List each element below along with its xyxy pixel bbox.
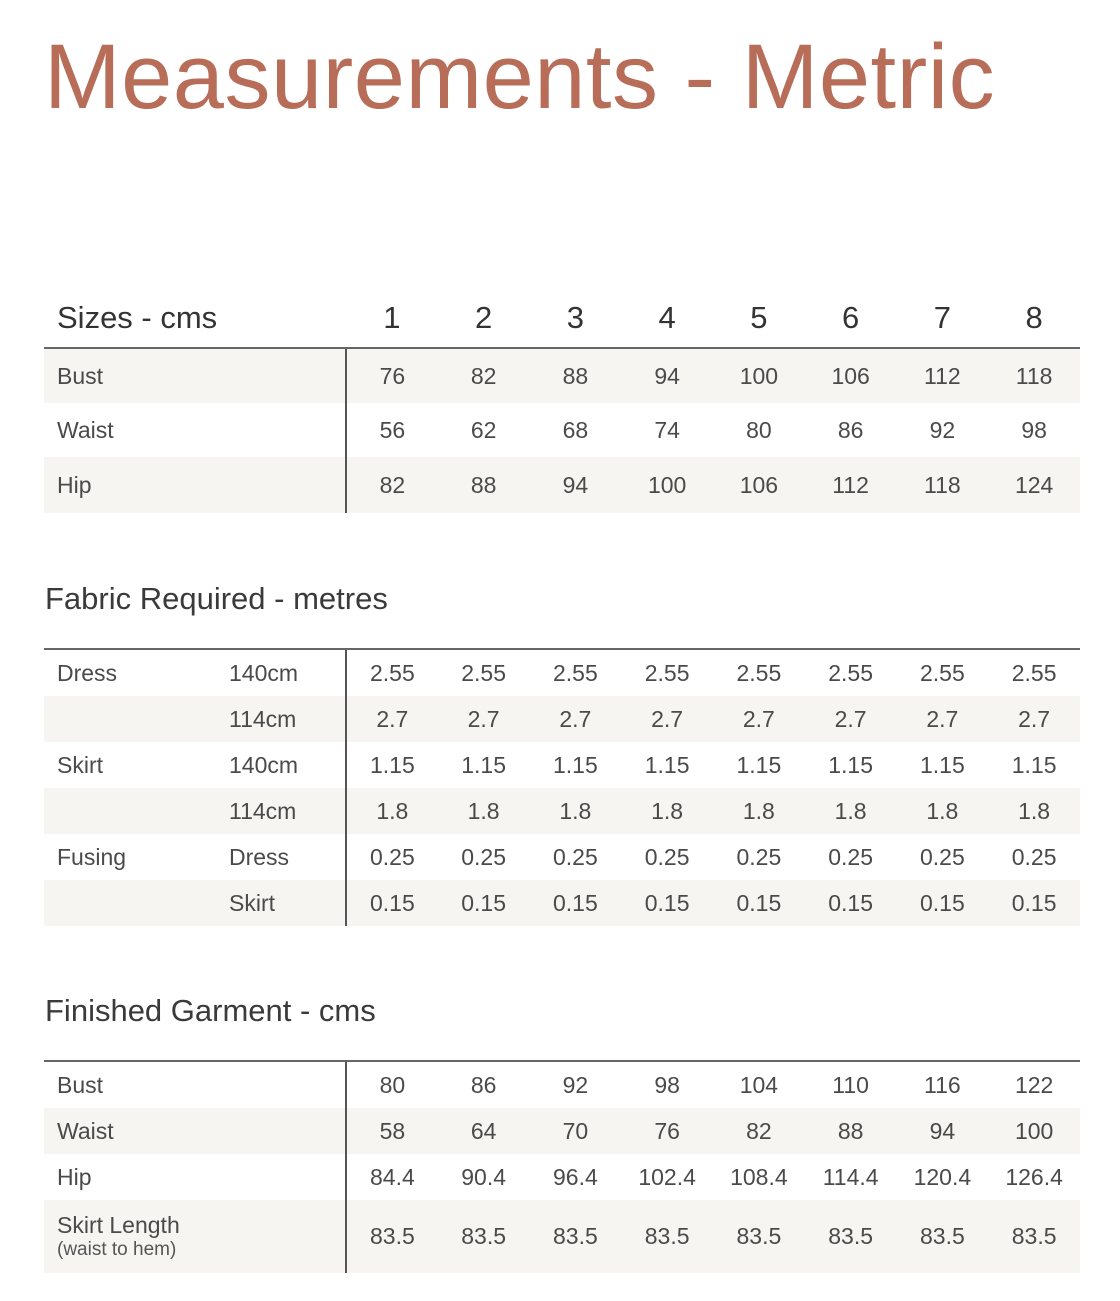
cell-value: 83.5 [530, 1200, 622, 1273]
size-header: 1 [346, 288, 438, 348]
row-sublabel: 114cm [214, 696, 346, 742]
cell-value: 92 [530, 1061, 622, 1108]
cell-value: 94 [621, 348, 713, 403]
cell-value: 82 [438, 348, 530, 403]
cell-value: 122 [988, 1061, 1080, 1108]
row-sublabel: 140cm [229, 751, 299, 778]
cell-value: 0.25 [736, 843, 782, 870]
cell-value: 126.4 [1005, 1163, 1063, 1190]
cell-value: 88 [438, 457, 530, 513]
cell-value: 2.7 [897, 696, 989, 742]
size-header: 3 [530, 288, 622, 348]
cell-value: 112 [897, 348, 989, 403]
cell-value: 2.55 [897, 649, 989, 696]
cell-value: 124 [988, 457, 1080, 513]
table-row [44, 649, 1080, 696]
cell-value: 83.5 [438, 1200, 530, 1273]
table-row [44, 457, 1080, 513]
cell-value: 86 [837, 416, 864, 443]
cell-value: 2.55 [713, 649, 805, 696]
cell-value: 68 [562, 416, 589, 443]
cell-value: 114.4 [822, 1163, 879, 1190]
row-label: Bust [44, 348, 346, 403]
cell-value: 0.15 [621, 880, 713, 926]
cell-value: 88 [530, 348, 622, 403]
row-label: Waist [57, 416, 114, 443]
cell-value: 98 [1021, 416, 1047, 443]
cell-value: 1.15 [461, 751, 506, 778]
finished-heading: Finished Garment - cms [45, 993, 376, 1028]
cell-value: 64 [438, 1108, 530, 1154]
cell-value: 83.5 [897, 1200, 989, 1273]
size-header: 2 [438, 288, 530, 348]
row-note: (waist to hem) [57, 1239, 177, 1260]
cell-value: 104 [713, 1061, 805, 1108]
row-label: Skirt [57, 751, 103, 778]
table-row [44, 834, 1080, 880]
cell-value: 1.15 [919, 751, 965, 778]
row-label: Waist [44, 1108, 346, 1154]
cell-value: 82 [346, 457, 438, 513]
cell-value: 0.25 [1011, 843, 1057, 870]
cell-value: 80 [346, 1061, 438, 1108]
row-label: Hip [57, 1163, 92, 1190]
sizes-header-row [44, 288, 1080, 348]
cell-value: 88 [805, 1108, 897, 1154]
cell-value: 1.8 [530, 788, 622, 834]
table-row [44, 742, 1080, 788]
cell-value: 118 [897, 457, 989, 513]
cell-value: 83.5 [988, 1200, 1080, 1273]
cell-value: 2.7 [346, 696, 438, 742]
page-title: Measurements - Metric [44, 26, 996, 128]
cell-value: 1.15 [346, 742, 438, 788]
cell-value: 96.4 [552, 1163, 598, 1190]
cell-value: 1.15 [1011, 751, 1057, 778]
cell-value: 1.8 [346, 788, 438, 834]
cell-value: 110 [805, 1061, 897, 1108]
cell-value: 120.4 [913, 1163, 972, 1190]
table-row [44, 696, 1080, 742]
finished-table [44, 1060, 1080, 1273]
size-header: 7 [897, 288, 989, 348]
cell-value: 83.5 [713, 1200, 805, 1273]
table-row [44, 1154, 1080, 1200]
cell-value: 76 [621, 1108, 713, 1154]
row-sublabel: 114cm [214, 788, 346, 834]
row-label [44, 788, 214, 834]
cell-value: 83.5 [621, 1200, 713, 1273]
size-header: 8 [988, 288, 1080, 348]
cell-value: 2.7 [530, 696, 622, 742]
sizes-header-label: Sizes - cms [44, 288, 346, 348]
row-label: Skirt Length [57, 1212, 180, 1238]
cell-value: 84.4 [346, 1154, 438, 1200]
size-header: 5 [713, 288, 805, 348]
row-sublabel: Dress [229, 843, 290, 870]
cell-value: 1.15 [736, 751, 782, 778]
body-measurements-table [44, 288, 1080, 513]
cell-value: 94 [897, 1108, 989, 1154]
cell-value: 108.4 [730, 1163, 788, 1190]
cell-value: 82 [713, 1108, 805, 1154]
cell-value: 0.25 [346, 834, 438, 880]
row-label: Fusing [57, 843, 127, 870]
cell-value: 83.5 [805, 1200, 897, 1273]
cell-value: 2.55 [988, 649, 1080, 696]
cell-value: 1.15 [552, 751, 598, 778]
cell-value: 90.4 [461, 1163, 506, 1190]
cell-value: 62 [470, 416, 497, 443]
cell-value: 100 [713, 348, 805, 403]
fabric-heading: Fabric Required - metres [45, 581, 388, 616]
cell-value: 106 [805, 348, 897, 403]
cell-value: 2.7 [805, 696, 897, 742]
row-sublabel: Skirt [214, 880, 346, 926]
cell-value: 0.15 [897, 880, 989, 926]
row-label-group [44, 1200, 346, 1273]
cell-value: 0.25 [919, 843, 965, 870]
cell-value: 0.15 [530, 880, 622, 926]
cell-value: 102.4 [638, 1163, 696, 1190]
cell-value: 98 [621, 1061, 713, 1108]
cell-value: 0.25 [644, 843, 690, 870]
cell-value: 0.15 [988, 880, 1080, 926]
cell-value: 83.5 [346, 1200, 438, 1273]
cell-value: 0.15 [713, 880, 805, 926]
cell-value: 1.8 [897, 788, 989, 834]
cell-value: 58 [346, 1108, 438, 1154]
cell-value: 1.8 [438, 788, 530, 834]
cell-value: 56 [346, 403, 438, 457]
fabric-table [44, 648, 1080, 926]
cell-value: 1.8 [805, 788, 897, 834]
row-label: Hip [44, 457, 346, 513]
size-header: 4 [621, 288, 713, 348]
cell-value: 1.8 [713, 788, 805, 834]
cell-value: 2.55 [346, 649, 438, 696]
cell-value: 94 [530, 457, 622, 513]
cell-value: 2.55 [621, 649, 713, 696]
cell-value: 74 [654, 416, 680, 443]
table-row [44, 1200, 1080, 1273]
row-label: Dress [44, 649, 214, 696]
cell-value: 1.8 [988, 788, 1080, 834]
cell-value: 2.7 [988, 696, 1080, 742]
cell-value: 2.7 [713, 696, 805, 742]
cell-value: 2.7 [621, 696, 713, 742]
row-label [44, 696, 214, 742]
cell-value: 2.7 [438, 696, 530, 742]
cell-value: 118 [988, 348, 1080, 403]
cell-value: 0.15 [346, 880, 438, 926]
cell-value: 0.25 [552, 843, 598, 870]
cell-value: 100 [621, 457, 713, 513]
cell-value: 0.25 [828, 843, 873, 870]
cell-value: 112 [805, 457, 897, 513]
table-row [44, 403, 1080, 457]
cell-value: 1.15 [828, 751, 873, 778]
cell-value: 1.8 [621, 788, 713, 834]
table-row [44, 788, 1080, 834]
table-row [44, 1061, 1080, 1108]
cell-value: 80 [746, 416, 772, 443]
cell-value: 0.15 [805, 880, 897, 926]
cell-value: 0.25 [461, 843, 506, 870]
cell-value: 2.55 [530, 649, 622, 696]
cell-value: 100 [988, 1108, 1080, 1154]
cell-value: 106 [713, 457, 805, 513]
cell-value: 116 [897, 1061, 989, 1108]
size-header: 6 [805, 288, 897, 348]
table-row [44, 1108, 1080, 1154]
row-label: Bust [44, 1061, 346, 1108]
cell-value: 86 [438, 1061, 530, 1108]
cell-value: 2.55 [805, 649, 897, 696]
cell-value: 0.15 [438, 880, 530, 926]
cell-value: 2.55 [438, 649, 530, 696]
cell-value: 70 [530, 1108, 622, 1154]
row-sublabel: 140cm [214, 649, 346, 696]
row-label [44, 880, 214, 926]
cell-value: 76 [346, 348, 438, 403]
table-row [44, 880, 1080, 926]
cell-value: 92 [929, 416, 956, 443]
table-row [44, 348, 1080, 403]
cell-value: 1.15 [644, 751, 690, 778]
